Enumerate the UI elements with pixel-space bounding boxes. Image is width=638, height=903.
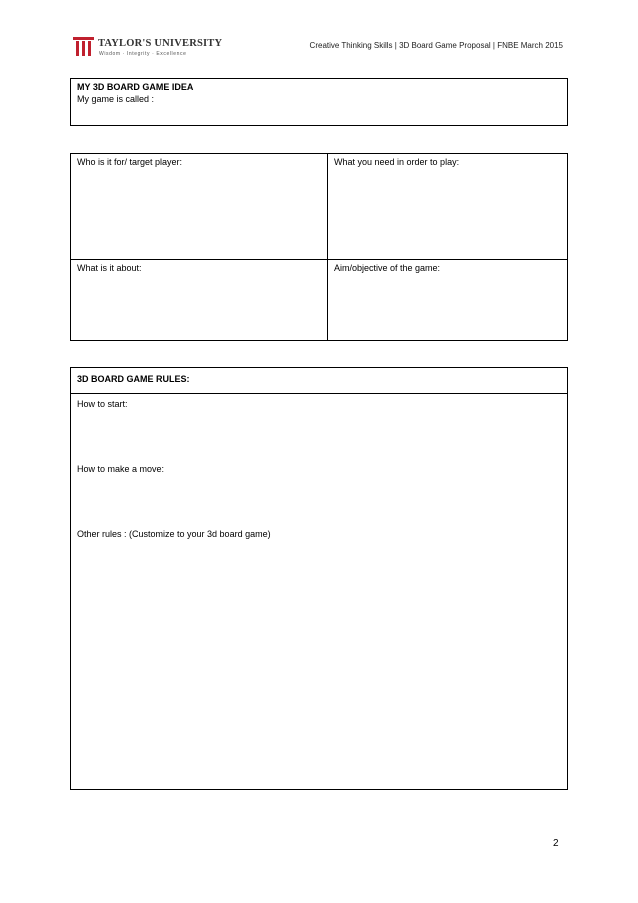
rules-header [71, 368, 567, 394]
needs-label: What you need in order to play: [334, 157, 460, 167]
game-details-grid [70, 153, 568, 341]
document-header-info: Creative Thinking Skills | 3D Board Game Proposal | FNBE March 2015 [309, 41, 563, 50]
about-cell [71, 260, 328, 340]
target-player-label: Who is it for/ target player: [77, 157, 183, 167]
needs-cell [328, 154, 567, 260]
aim-label: Aim/objective of the game: [334, 263, 441, 273]
university-crest-icon [73, 36, 95, 58]
other-rules-label: Other rules : (Customize to your 3d board game) [77, 529, 271, 539]
game-rules-box [70, 367, 568, 790]
university-tagline: Wisdom · Integrity · Excellence [99, 51, 187, 57]
aim-cell [328, 260, 567, 340]
rules-title: 3D BOARD GAME RULES: [77, 374, 190, 384]
game-idea-title: MY 3D BOARD GAME IDEA [77, 82, 194, 92]
game-name-prompt: My game is called : [77, 94, 155, 104]
university-logo [73, 36, 223, 62]
how-to-move-label: How to make a move: [77, 464, 165, 474]
page-number: 2 [553, 838, 559, 849]
game-idea-box [70, 78, 568, 126]
how-to-start-label: How to start: [77, 399, 128, 409]
target-player-cell [71, 154, 328, 260]
about-label: What is it about: [77, 263, 142, 273]
university-name: TAYLOR'S UNIVERSITY [98, 38, 223, 49]
